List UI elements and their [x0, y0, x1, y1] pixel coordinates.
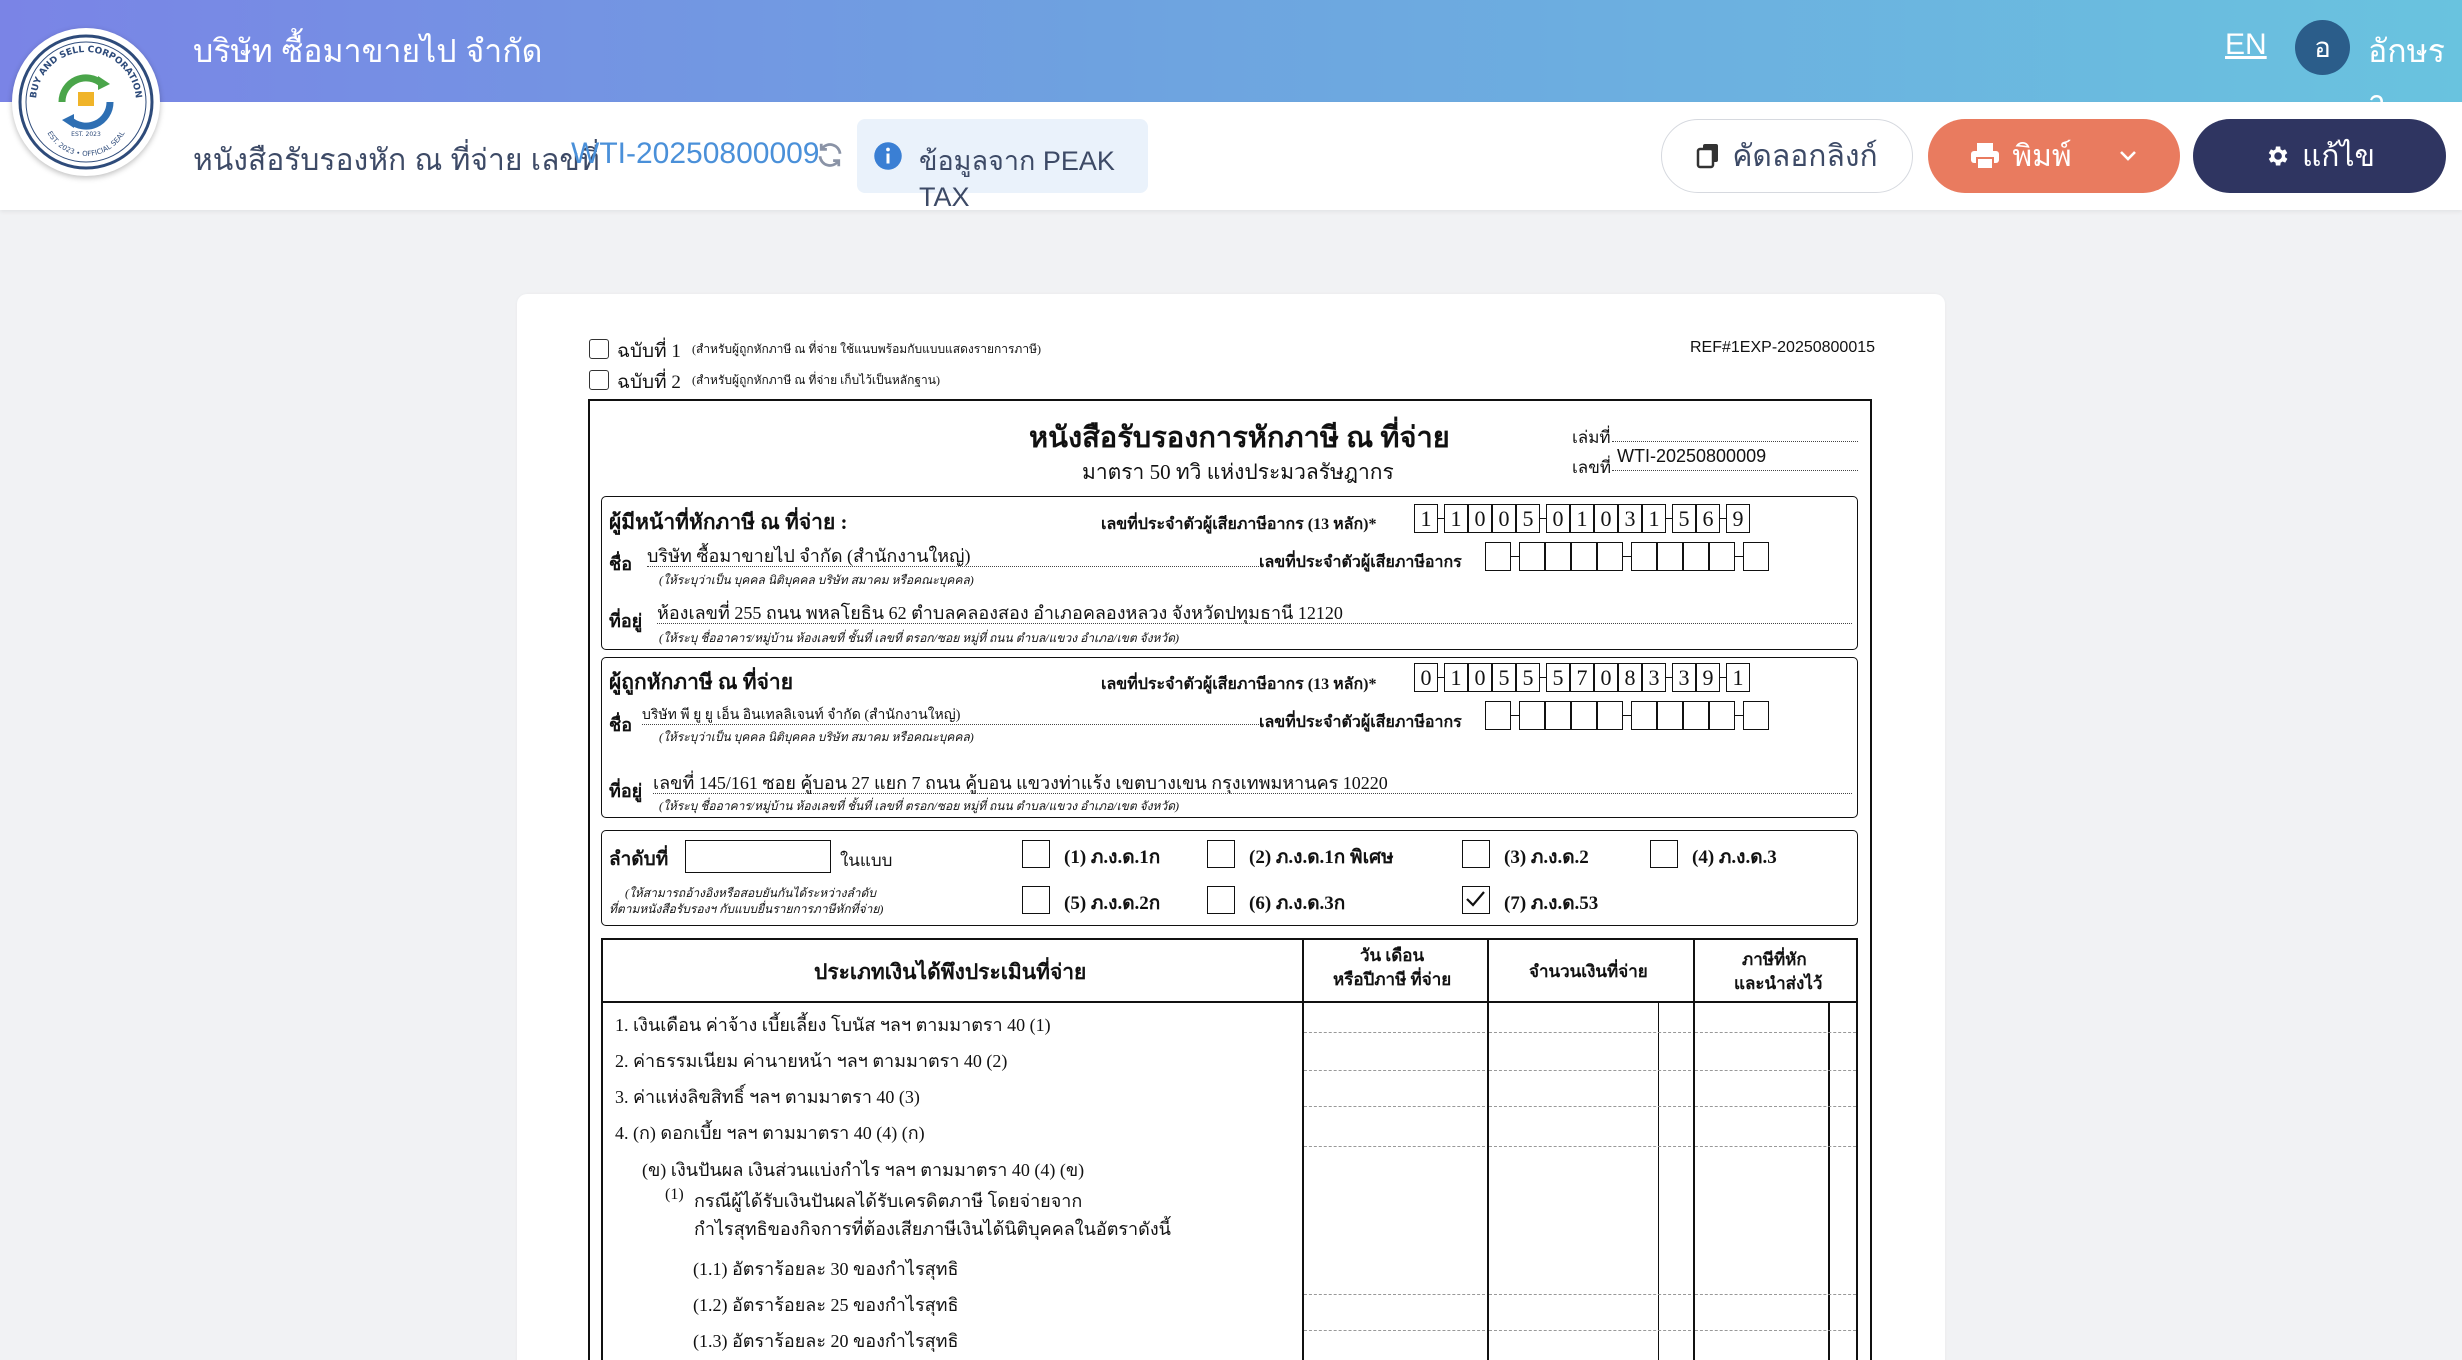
language-switch[interactable]: EN [2225, 28, 2267, 61]
copy-link-label: คัดลอกลิงก์ [1732, 139, 1878, 173]
payee-address-label: ที่อยู่ [609, 781, 643, 801]
table-row-guide [1304, 1106, 1485, 1107]
payee-tax-id-digit: 5 [1492, 663, 1516, 692]
payer-tax-id-label: เลขที่ประจำตัวผู้เสียภาษีอากร (13 หลัก)* [1101, 516, 1377, 533]
payee-tax-id-digit: 5 [1516, 663, 1540, 692]
payer-tax-id-digit: 0 [1546, 504, 1570, 533]
payer-tax-id-digit: 9 [1726, 504, 1750, 533]
logo-top-text: BUY AND SELL CORPORATION [29, 44, 143, 99]
payee-name-line [642, 724, 1259, 725]
table-row-label: (1.2) อัตราร้อยละ 25 ของกำไรสุทธิ [693, 1295, 959, 1315]
payee-tax-id-digit: 9 [1696, 663, 1720, 692]
col-tax-header-2: และนำส่งไว้ [1734, 974, 1823, 993]
table-row-label: (1.3) อัตราร้อยละ 20 ของกำไรสุทธิ [693, 1331, 959, 1351]
table-row-label: 4. (ก) ดอกเบี้ย ฯลฯ ตามมาตรา 40 (4) (ก) [615, 1123, 925, 1143]
document-toolbar [0, 102, 2462, 210]
form-type-label: (2) ภ.ง.ด.1ก พิเศษ [1249, 847, 1394, 868]
payer-taxpayer-no-box [1657, 542, 1683, 571]
box-group-separator [1735, 715, 1743, 716]
payer-name-hint: (ให้ระบุว่าเป็น บุคคล นิติบุคคล บริษัท สมาคม หรือคณะบุคคล) [659, 573, 974, 587]
form-type-checkbox[interactable] [1207, 886, 1235, 914]
copy2-label: ฉบับที่ 2 [617, 372, 681, 393]
document-title: หนังสือรับรองหัก ณ ที่จ่าย เลขที่ [193, 144, 600, 177]
table-row-guide [1695, 1070, 1856, 1071]
payer-tax-id-digit: 6 [1696, 504, 1720, 533]
copy2-checkbox[interactable] [589, 370, 609, 390]
payer-name-line [647, 566, 1259, 567]
copy-link-button[interactable] [1661, 119, 1913, 193]
payee-address: เลขที่ 145/161 ซอย คู้บอน 27 แยก 7 ถนน คู้บอน แขวงท่าแร้ง เขตบางเขน กรุงเทพมหานคร 10220 [653, 773, 1388, 793]
payer-address-line [657, 623, 1852, 624]
payer-taxpayer-no-box [1743, 542, 1769, 571]
withholding-tax-form [517, 294, 1945, 1360]
row-sub-marker: (1) [665, 1186, 684, 1203]
col-amount-header: จำนวนเงินที่จ่าย [1529, 962, 1648, 981]
form-type-checkbox[interactable] [1207, 840, 1235, 868]
info-label: ข้อมูลจาก PEAK TAX [919, 146, 1115, 212]
edit-label: แก้ไข [2301, 139, 2376, 173]
col-date-header-2: หรือปีภาษี ที่จ่าย [1333, 970, 1452, 989]
payer-tax-id-digit: 1 [1444, 504, 1468, 533]
copy1-note: (สำหรับผู้ถูกหักภาษี ณ ที่จ่าย ใช้แนบพร้อมกับแบบแสดงรายการภาษี) [692, 342, 1041, 356]
table-row-guide [1489, 1106, 1691, 1107]
table-row-guide [1489, 1070, 1691, 1071]
form-type-checkbox[interactable] [1650, 840, 1678, 868]
copy1-label: ฉบับที่ 1 [617, 341, 681, 362]
table-row-label: กำไรสุทธิของกิจการที่ต้องเสียภาษีเงินได้นิติบุคคลในอัตราดังนี้ [694, 1219, 1171, 1239]
payee-tax-id-digit: 8 [1618, 663, 1642, 692]
payee-address-line [653, 793, 1852, 794]
payee-tax-id-digit: 1 [1444, 663, 1468, 692]
table-row-guide [1695, 1294, 1856, 1295]
payee-taxpayer-no-box [1519, 701, 1545, 730]
payee-taxpayer-no-box [1571, 701, 1597, 730]
document-paper [517, 294, 1945, 1360]
edit-button[interactable] [2193, 119, 2446, 193]
table-row-label: 1. เงินเดือน ค่าจ้าง เบี้ยเลี้ยง โบนัส ฯลฯ ตามมาตรา 40 (1) [615, 1015, 1051, 1035]
table-row-guide [1489, 1032, 1691, 1033]
reference-number: REF#1EXP-20250800015 [1690, 339, 1876, 356]
col-tax-header-1: ภาษีที่หัก [1742, 950, 1807, 969]
gear-icon [2264, 143, 2290, 169]
sequence-in-form: ในแบบ [840, 851, 893, 870]
col-divider-3 [1693, 938, 1695, 1360]
top-bar [0, 0, 2462, 102]
copy2-note: (สำหรับผู้ถูกหักภาษี ณ ที่จ่าย เก็บไว้เป็นหลักฐาน) [692, 373, 940, 387]
col-date-header-1: วัน เดือน [1360, 946, 1425, 965]
number-label: เลขที่ [1572, 458, 1612, 477]
payee-taxpayer-no-box [1709, 701, 1735, 730]
table-row-guide [1695, 1146, 1856, 1147]
table-row-guide [1304, 1070, 1485, 1071]
payee-tax-id-label: เลขที่ประจำตัวผู้เสียภาษีอากร (13 หลัก)* [1101, 676, 1377, 693]
print-label: พิมพ์ [2012, 139, 2072, 173]
chevron-down-icon[interactable] [2118, 149, 2138, 163]
box-group-separator [1623, 715, 1631, 716]
payer-address-label: ที่อยู่ [609, 611, 643, 631]
payer-heading: ผู้มีหน้าที่หักภาษี ณ ที่จ่าย : [609, 510, 848, 534]
table-row-label: 3. ค่าแห่งลิขสิทธิ์ ฯลฯ ตามมาตรา 40 (3) [615, 1087, 920, 1107]
sequence-label: ลำดับที่ [609, 849, 669, 870]
book-line [1612, 441, 1858, 442]
payee-tax-id-digit: 0 [1468, 663, 1492, 692]
box-group-separator [1623, 556, 1631, 557]
payer-taxpayer-no-box [1519, 542, 1545, 571]
payer-taxpayer-no-box [1545, 542, 1571, 571]
form-type-label: (6) ภ.ง.ด.3ก [1249, 893, 1346, 914]
payee-taxpayer-no-box [1657, 701, 1683, 730]
number-line [1612, 470, 1858, 471]
payee-taxpayer-no-box [1743, 701, 1769, 730]
form-title: หนังสือรับรองการหักภาษี ณ ที่จ่าย [1029, 422, 1450, 454]
payer-tax-id-digit: 0 [1594, 504, 1618, 533]
payer-tax-id-digit: 3 [1618, 504, 1642, 533]
payee-tax-id-digit: 3 [1642, 663, 1666, 692]
form-type-label: (7) ภ.ง.ด.53 [1504, 893, 1599, 914]
check-icon [1463, 887, 1487, 911]
payer-taxpayer-no-box [1631, 542, 1657, 571]
table-row-guide [1695, 1330, 1856, 1331]
payer-tax-id-digit: 5 [1516, 504, 1540, 533]
document-number[interactable]: WTI-20250800009 [571, 137, 820, 170]
payer-taxpayer-no-box [1683, 542, 1709, 571]
col-divider-2 [1487, 938, 1489, 1360]
payee-name-hint: (ให้ระบุว่าเป็น บุคคล นิติบุคคล บริษัท สมาคม หรือคณะบุคคล) [659, 730, 974, 744]
payer-taxpayer-no-label: เลขที่ประจำตัวผู้เสียภาษีอากร [1259, 554, 1462, 571]
payee-tax-id-digit: 0 [1414, 663, 1438, 692]
table-row-guide [1489, 1146, 1691, 1147]
payer-taxpayer-no-box [1571, 542, 1597, 571]
box-group-separator [1511, 556, 1519, 557]
form-type-checkbox[interactable] [1462, 840, 1490, 868]
payee-heading: ผู้ถูกหักภาษี ณ ที่จ่าย [609, 670, 793, 694]
payee-name: บริษัท พี ยู ยู เอ็น อินเทลลิเจนท์ จำกัด (สำนักงานใหญ่) [642, 708, 961, 723]
payer-taxpayer-no-box [1485, 542, 1511, 571]
payer-address-hint: (ให้ระบุ ชื่ออาคาร/หมู่บ้าน ห้องเลขที่ ชั้นที่ เลขที่ ตรอก/ซอย หมู่ที่ ถนน ตำบล/แขวง อำเภอ/เขต จังหวัด) [659, 631, 1179, 645]
payee-taxpayer-no-label: เลขที่ประจำตัวผู้เสียภาษีอากร [1259, 714, 1462, 731]
info-icon [873, 141, 903, 171]
payee-name-label: ชื่อ [609, 715, 633, 735]
form-subtitle: มาตรา 50 ทวิ แห่งประมวลรัษฎากร [1082, 460, 1394, 484]
payee-tax-id-digit: 0 [1594, 663, 1618, 692]
payee-taxpayer-no-box [1545, 701, 1571, 730]
table-row-guide [1695, 1032, 1856, 1033]
peak-tax-info[interactable] [857, 119, 1148, 212]
payee-tax-id-digit: 5 [1546, 663, 1570, 692]
form-type-label: (3) ภ.ง.ด.2 [1504, 847, 1589, 868]
table-row-guide [1489, 1330, 1691, 1331]
col-divider-tax-satang [1828, 1001, 1830, 1360]
table-row-label: (ข) เงินปันผล เงินส่วนแบ่งกำไร ฯลฯ ตามมาตรา 40 (4) (ข) [642, 1160, 1085, 1180]
table-row-label: 2. ค่าธรรมเนียม ค่านายหน้า ฯลฯ ตามมาตรา 40 (2) [615, 1051, 1008, 1071]
table-row-guide [1304, 1146, 1485, 1147]
logo-est: EST. 2023 [71, 131, 101, 138]
payer-tax-id-digit: 1 [1570, 504, 1594, 533]
payer-tax-id-digit: 1 [1414, 504, 1438, 533]
copy-icon [1696, 143, 1720, 169]
box-group-separator [1511, 715, 1519, 716]
col-type-header: ประเภทเงินได้พึงประเมินที่จ่าย [814, 960, 1087, 984]
form-type-label: (5) ภ.ง.ด.2ก [1064, 893, 1161, 914]
payer-tax-id-digit: 1 [1642, 504, 1666, 533]
book-label: เล่มที่ [1572, 428, 1611, 447]
form-type-label: (4) ภ.ง.ด.3 [1692, 847, 1777, 868]
col-divider-1 [1302, 938, 1304, 1360]
payee-taxpayer-no-box [1597, 701, 1623, 730]
print-button[interactable] [1928, 119, 2180, 193]
sequence-input[interactable] [685, 840, 831, 873]
box-group-separator [1735, 556, 1743, 557]
payer-name: บริษัท ซื้อมาขายไป จำกัด (สำนักงานใหญ่) [647, 546, 971, 566]
payee-tax-id-digit: 7 [1570, 663, 1594, 692]
payee-taxpayer-no-box [1485, 701, 1511, 730]
printer-icon [1970, 142, 2000, 170]
logo-bottom-text: EST. 2023 • OFFICIAL SEAL [45, 129, 127, 159]
table-row-guide [1695, 1106, 1856, 1107]
table-row-guide [1489, 1294, 1691, 1295]
form-type-checkbox[interactable] [1462, 886, 1490, 914]
user-name[interactable]: อักษร [2368, 33, 2445, 69]
payer-taxpayer-no-box [1597, 542, 1623, 571]
payer-tax-id-digit: 5 [1672, 504, 1696, 533]
refresh-icon[interactable] [815, 140, 845, 170]
payee-tax-id-digit: 3 [1672, 663, 1696, 692]
payer-tax-id-digit: 0 [1468, 504, 1492, 533]
table-row-guide [1304, 1032, 1485, 1033]
form-type-label: (1) ภ.ง.ด.1ก [1064, 847, 1161, 868]
payee-address-hint: (ให้ระบุ ชื่ออาคาร/หมู่บ้าน ห้องเลขที่ ชั้นที่ เลขที่ ตรอก/ซอย หมู่ที่ ถนน ตำบล/แขวง อำเภอ/เขต จังหวัด) [659, 799, 1179, 813]
avatar[interactable]: อ [2295, 20, 2350, 75]
number-value: WTI-20250800009 [1617, 446, 1767, 466]
col-divider-amount-satang [1658, 1001, 1659, 1360]
table-row-label: (1.1) อัตราร้อยละ 30 ของกำไรสุทธิ [693, 1259, 959, 1279]
form-type-checkbox[interactable] [1022, 840, 1050, 868]
table-header-divider [601, 1001, 1858, 1003]
payee-tax-id-digit: 1 [1726, 663, 1750, 692]
form-type-checkbox[interactable] [1022, 886, 1050, 914]
company-name: บริษัท ซื้อมาขายไป จำกัด [193, 33, 543, 69]
payer-tax-id-digit: 0 [1492, 504, 1516, 533]
payer-name-label: ชื่อ [609, 554, 633, 574]
payee-taxpayer-no-box [1631, 701, 1657, 730]
table-row-guide [1304, 1294, 1485, 1295]
payer-address: ห้องเลขที่ 255 ถนน พหลโยธิน 62 ตำบลคลองสอง อำเภอคลองหลวง จังหวัดปทุมธานี 12120 [657, 603, 1343, 623]
company-logo[interactable] [12, 28, 160, 176]
table-row-label: กรณีผู้ได้รับเงินปันผลได้รับเครดิตภาษี โดยจ่ายจาก [694, 1191, 1083, 1211]
sequence-hint-2: ที่ตามหนังสือรับรองฯ กับแบบยื่นรายการภาษีหักที่จ่าย) [609, 902, 884, 916]
table-row-guide [1304, 1330, 1485, 1331]
copy1-checkbox[interactable] [589, 339, 609, 359]
sequence-hint-1: (ให้สามารถอ้างอิงหรือสอบยันกันได้ระหว่างลำดับ [625, 886, 876, 900]
payee-taxpayer-no-box [1683, 701, 1709, 730]
payer-taxpayer-no-box [1709, 542, 1735, 571]
